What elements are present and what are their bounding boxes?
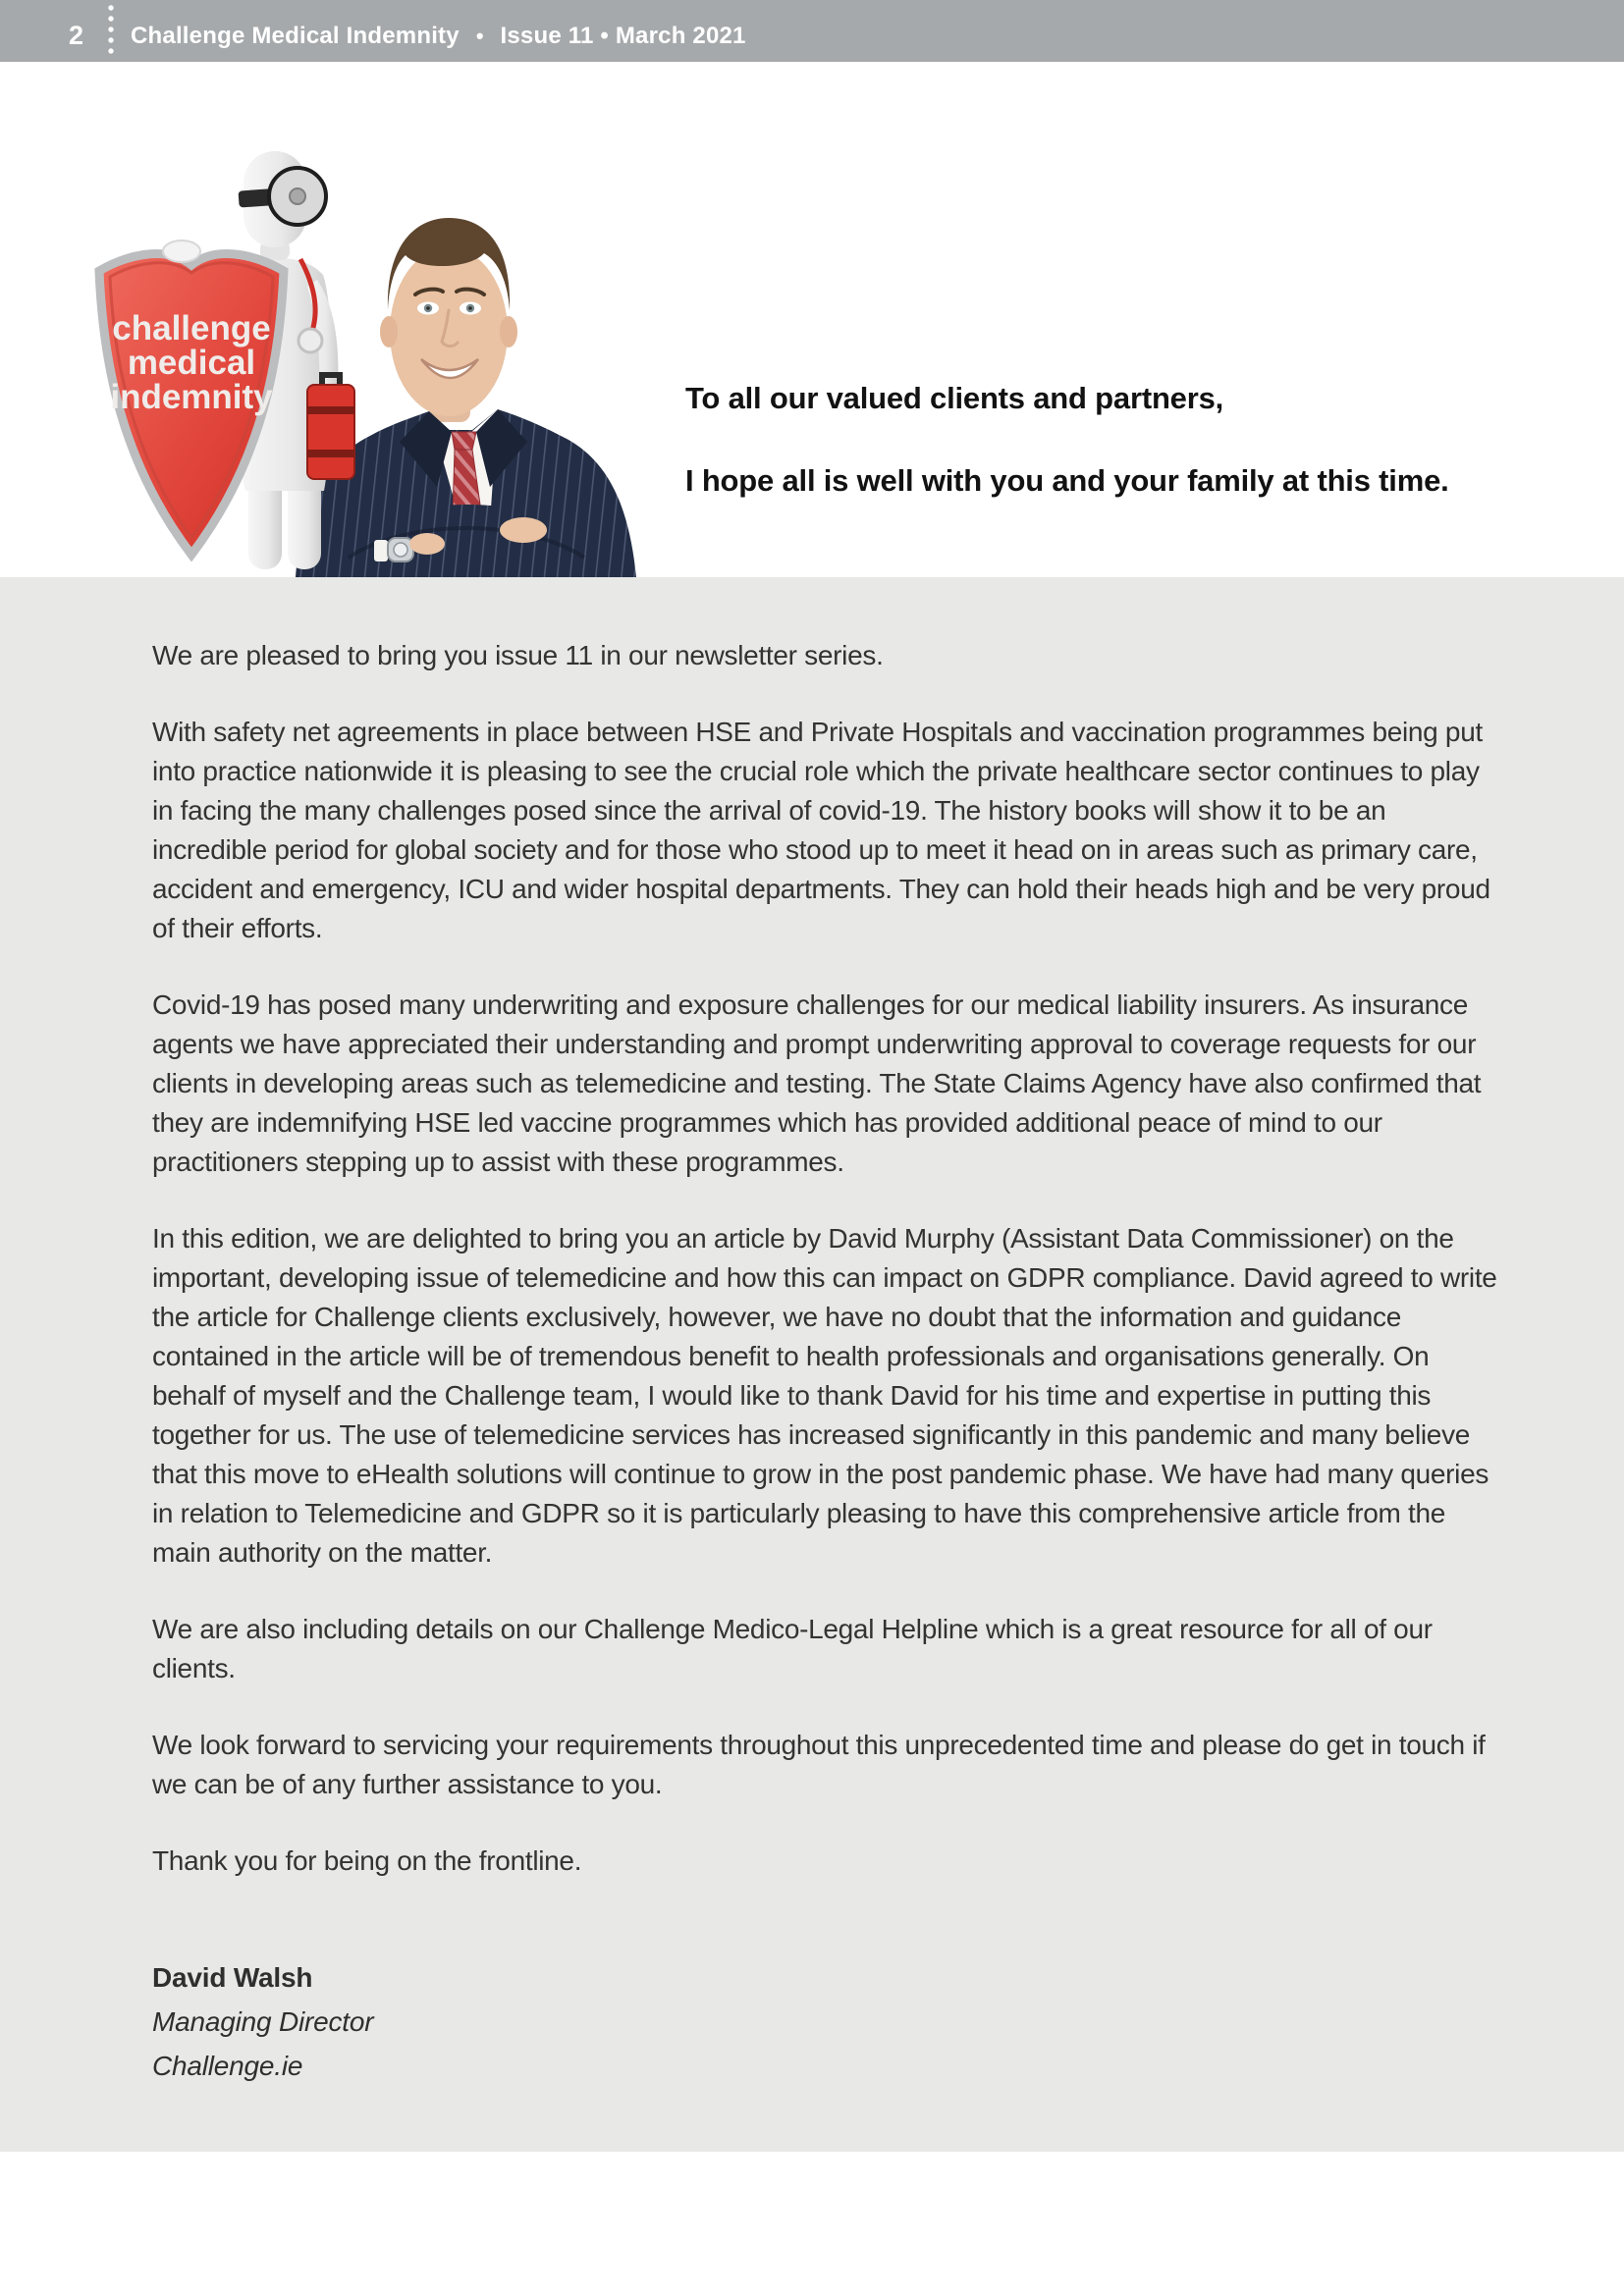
wrist-watch [388,538,413,561]
header-brand: Challenge Medical Indemnity [131,23,460,49]
letter-section [0,577,1624,2152]
medical-case [307,375,354,479]
page-number: 2 [69,21,84,50]
greeting-line-1: To all our valued clients and partners, [685,381,1224,415]
header-title [131,25,746,48]
letter-paragraph: With safety net agreements in place between HSE and Private Hospitals and vaccination programmes being put into practice nationwide it is pleasing to see the crucial role which the private healthcare sector continues to play in facing the many challenges posed since the arrival of covid-19. The history books will show it to be an incredible period for global society and for those who stood up to meet it head on in areas such as primary care, accident and emergency, ICU and wider hospital departments. They can hold their heads high and be very proud of their efforts. [152,717,1490,943]
page-header [0,0,1624,62]
shield-word-1: challenge [112,309,271,347]
shield-word-3: indemnity [110,378,273,416]
greeting-line-2: I hope all is well with you and your family at this time. [685,463,1449,498]
signature-company: Challenge.ie [152,2051,303,2081]
challenge-shield-logo [83,137,358,584]
figure-hand [163,240,200,262]
bullet-separator-icon: • [475,24,484,48]
dotted-divider [108,3,114,59]
shield-word-2: medical [127,344,256,382]
letter-paragraph: Covid-19 has posed many underwriting and exposure challenges for our medical liability insurers. As insurance agents we have appreciated their understanding and prompt underwriting approval to coverage requests for our clients in developing areas such as telemedicine and testing. The State Claims Agency have also confirmed that they are indemnifying HSE led vaccine programmes which has provided additional peace of mind to our practitioners stepping up to assist with these programmes. [152,989,1482,1177]
signature-name: David Walsh [152,1962,313,1993]
letter-paragraph: We are pleased to bring you issue 11 in our newsletter series. [152,640,884,670]
signature-block [152,1955,1497,2088]
signature-title: Managing Director [152,2006,374,2037]
letter-paragraph: Thank you for being on the frontline. [152,1845,582,1876]
letter-paragraph: In this edition, we are delighted to bring you an article by David Murphy (Assistant Data Commissioner) on the important, developing issue of telemedicine and how this can impact on GDPR compliance. David agreed to write the article for Challenge clients exclusively, however, we have no doubt that the information and guidance contained in the article will be of tremendous benefit to health professionals and organisations generally. On behalf of myself and the Challenge team, I would like to thank David for his time and expertise in putting this together for us. The use of telemedicine services has increased significantly in this pandemic and many believe that this move to eHealth solutions will continue to grow in the post pandemic phase. We have had many queries in relation to Telemedicine and GDPR so it is particularly pleasing to have this comprehensive article from the main authority on the matter. [152,1223,1497,1568]
hero-section [0,62,1624,577]
face [380,218,517,416]
greeting [685,379,1589,501]
header-issue-date: Issue 11 • March 2021 [500,23,746,49]
letter-paragraph: We are also including details on our Challenge Medico-Legal Helpline which is a great resource for all of our clients. [152,1614,1433,1683]
head-mirror-icon [269,168,326,225]
stethoscope-chestpiece [298,329,322,352]
letter-body [152,636,1497,2088]
letter-paragraph: We look forward to servicing your requirements throughout this unprecedented time and please do get in touch if we can be of any further assistance to you. [152,1730,1486,1799]
